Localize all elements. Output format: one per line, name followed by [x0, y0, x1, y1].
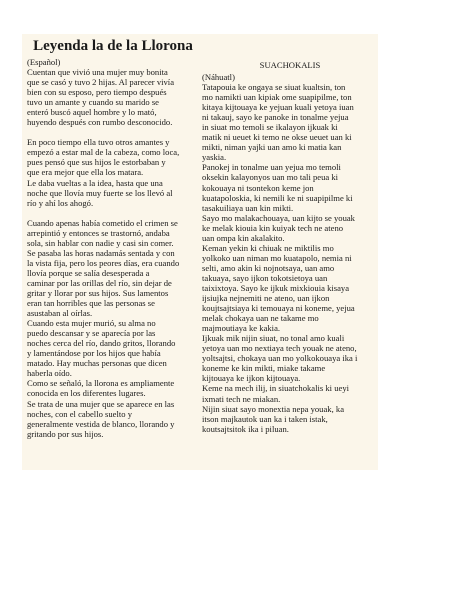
nahuatl-column: [202, 34, 378, 434]
paragraph-gap: [27, 127, 199, 137]
document-title: Leyenda la de la Llorona: [33, 38, 193, 54]
spanish-column: [27, 34, 199, 439]
spanish-paragraph-3: Cuando apenas había cometido el crimen se arrepintió y entonces se trastornó, andaba sola, sin hablar con nadie y casi sin comer. Se pasaba las horas nadamás sentada y con la vista fija, pero los peores días, era cuando llovía porque se salía desesperada a caminar por las orillas del río, sin dejar de gritar y llorar por sus hijos. Sus lamentos eran tan horribles que las personas se asustaban al oírlas. Cuando esta mujer murió, su alma no puedo descansar y se aparecía por las noches cerca del río, dando gritos, llorando y lamentándose por los hijos que había matado. Hay muchas personas que dicen haberla oído. Como se señaló, la llorona es ampliamente conocida en los diferentes lugares. Se trata de una mujer que se aparece en las noches, con el cabello suelto y generalmente vestida de blanco, llorando y gritando por sus hijos.: [27, 217, 180, 439]
nahuatl-paragraph: Tatapouia ke ongaya se siuat kualtsin, ton mo namikti uan kipiak ome suapipilme, ton kitaya kijtouaya ke yejuan kuali yetoya iuan ni takauj, sayo ke panoke in tonalme yejua in siuat mo temoli se ikalayon ijkuak ki matik ni ueuet ki temo ne okse ueuet uan ki mikti, niman yajki uan amo ki matia kan yaskia. Panokej in tonalme uan yejua mo temoli oksekin kalayonyos uan mo tali peua ki kokouaya ni tsontekon keme jon kuatapoloskia, ki nemili ke ni suapipilme ki tasakuiliaya uan kin mikti. Sayo mo malakachouaya, uan kijto se youak ke melak kiouia kin kuiyak tech ne ateno uan ompa kin akalakito. Keman yekin ki chiuak ne miktilis mo yolkoko uan niman mo kuatapolo, nemia ni selti, amo akin ki nojnotsaya, uan amo takuaya, sayo ijkon tokotsietoya uan taixixtoya. Sayo ke ijkuk mixkiouia kisaya ijsiujka nejnemiti ne ateno, uan ijkon koujtsajtsiaya ki temouaya ni koneme, yejua melak chokaya uan ne takame mo majmoutiaya ke kakia. Ijkuak mik nijin siuat, no tonal amo kuali yetoya uan mo nextiaya tech youak ne ateno, yoltsajtsi, chokaya uan mo yolkokouaya ika i koneme ke kin mikti, miake takame kijtouaya ke ijkon kijtouaya. Keme na mech ilij, in siuatchokalis ki ueyi ixmati tech ne miakan. Nijin siuat sayo monextia nepa youak, ka itson majkautok uan ka i taken istak, koutsajtsitok ika i piluan.: [202, 82, 358, 434]
spanish-paragraph-2: En poco tiempo ella tuvo otros amantes y empezó a estar mal de la cabeza, como loca, pues pensó que sus hijos le estorbaban y que era mejor que ella los matara. Le daba vueltas a la idea, hasta que una noche que llovía muy fuerte se los llevó al río y ahí los ahogó.: [27, 137, 180, 208]
nahuatl-language-label: (Náhuatl): [202, 72, 235, 82]
document-page: [22, 34, 378, 470]
spanish-paragraph-1: Cuentan que vivió una mujer muy bonita que se casó y tuvo 2 hijas. Al parecer vivía bien con su esposo, pero tiempo después tuvo un amante y cuando su marido se enteró buscó aquel hombre y lo mató, huyendo después con rumbo desconocido.: [27, 67, 175, 128]
paragraph-gap: [27, 208, 199, 218]
spanish-language-label: (Español): [27, 57, 61, 67]
nahuatl-title: SUACHOKALIS: [259, 60, 321, 70]
